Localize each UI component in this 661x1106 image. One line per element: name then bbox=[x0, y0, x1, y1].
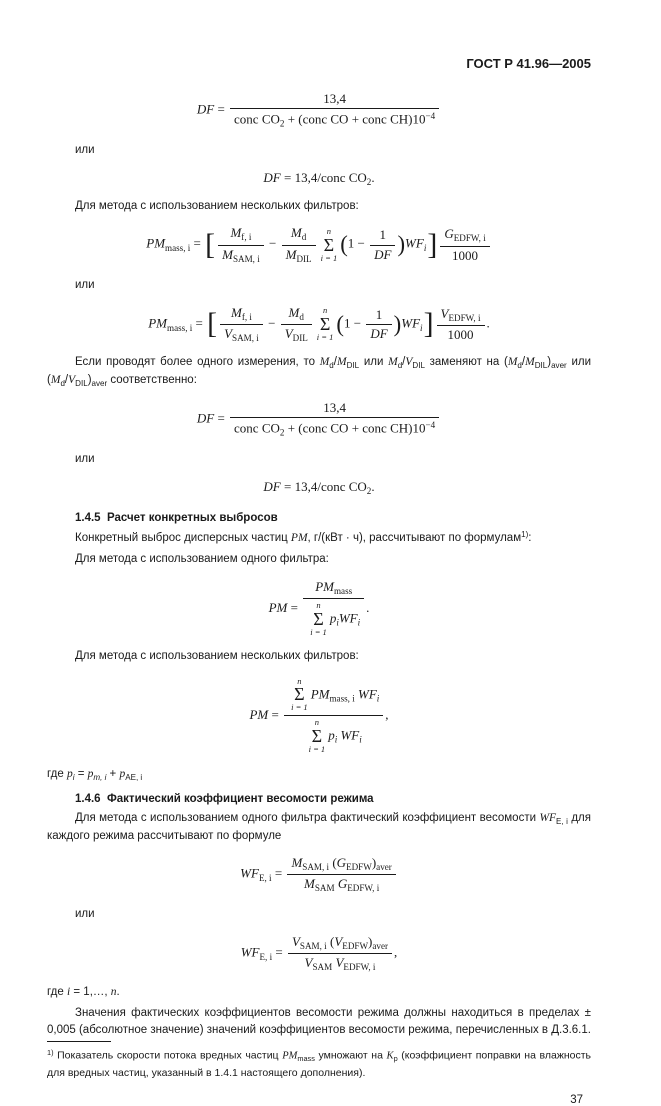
formula-df-long-repeat: DF = 13,4 conc $CO_2$ + (conc CO + conc $CH)10^{-4}$ bbox=[47, 401, 591, 438]
or-label: или bbox=[75, 908, 95, 921]
formula-pm-mass-gravimetric: $PM_{mass, i}$ = [ $M_{f, i}$ $M_{SAM, i}$ − $M_d$ $M_{DIL}$ n Σ i = 1 (1 − $\frac{1}{DF}$ )$WF_i$] $G_{EDFW, i}$ 1000 bbox=[47, 226, 591, 263]
heading-1-4-5: 1.4.5 Расчет конкретных выбросов bbox=[75, 512, 278, 525]
page-header: ГОСТ Р 41.96—2005 bbox=[466, 56, 591, 71]
formula-pm-mass-volumetric: $PM_{mass, i}$ = [ $M_{f, i}$ $V_{SAM, i}$ − $M_d$ $V_{DIL}$ n Σ i = 1 (1 − $\frac{1}{DF}$ )$WF_i$] $V_{EDFW, i}$ 1000 . bbox=[148, 304, 490, 344]
formula-pm-one-filter: PM = $PM_{mass}$ n Σ i = 1 $p_iWF_i$ . bbox=[268, 578, 370, 637]
or-label: или bbox=[75, 452, 95, 465]
formula-df-short: DF = 13,4/conc $CO_2$. bbox=[263, 170, 375, 188]
paragraph-where-i: где i = 1,…, n. bbox=[47, 985, 120, 998]
or-label: или bbox=[75, 278, 95, 291]
footnote-rule bbox=[47, 1041, 111, 1042]
paragraph-limits-note: Значения фактических коэффициентов весомости режима должны находиться в пределах ± 0,005 (абсолютное значение) значений коэффициентов весомости режима, перечисленных в Д.3.6.1. bbox=[47, 1006, 591, 1037]
footnote-text: $^{1)}$ Показатель скорости потока вредных частиц $PM_{mass}$ умножают на $K_p$ (коэффициент поправки на влажность для вредных частиц, указанный в 1.4.1 настоящего дополнения). bbox=[47, 1048, 592, 1080]
paragraph-specific-emission: Конкретный выброс дисперсных частиц PM, г/(кВт · ч), рассчитывают по формулам$^{1)}$: bbox=[75, 530, 532, 545]
method-several-filters-label: Для метода с использованием нескольких фильтров: bbox=[75, 650, 359, 663]
or-label: или bbox=[75, 144, 95, 157]
formula-wf-gravimetric: $WF_{E, i}$ = $M_{SAM, i}$ $(G_{EDFW})_{aver}$ $M_{SAM}$ $G_{EDFW, i}$ bbox=[47, 856, 591, 893]
formula-df-short-repeat: DF = 13,4/conc $CO_2$. bbox=[263, 478, 375, 497]
formula-pm-several-filters: PM = n Σ i = 1 $PM_{mass, i}$ $WF_i$ n Σ i = 1 $p_i$ $WF_i$ , bbox=[249, 675, 389, 755]
paragraph-where-p: где $p_i = p_{m, i} + p_{AE, i}$ bbox=[47, 767, 143, 782]
method-one-filter-label: Для метода с использованием одного фильтра: bbox=[75, 553, 329, 566]
formula-df-long: DF = 13,4 conc $CO_2$ + (conc CO + conc $CH)10^{-4}$ bbox=[47, 92, 591, 129]
paragraph-replace-note: Если проводят более одного измерения, то $M_d/M_{DIL}$ или $M_d/V_{DIL}$ заменяют на $(M_d/M_{DIL})_{aver}$ или $(M_d/V_{DIL})_{aver}$ соответственно: bbox=[47, 356, 591, 388]
heading-1-4-6: 1.4.6 Фактический коэффициент весомости режима bbox=[75, 792, 374, 805]
page-number: 37 bbox=[570, 1093, 583, 1106]
method-several-filters-label: Для метода с использованием нескольких фильтров: bbox=[75, 200, 359, 213]
paragraph-wf-intro: Для метода с использованием одного фильтра фактический коэффициент весомости $WF_{E, i}$ для каждого режима рассчитывают по формуле bbox=[47, 811, 591, 842]
formula-wf-volumetric: $WF_{E, i}$ = $V_{SAM, i}$ $(V_{EDFW})_{aver}$ $V_{SAM}$ $V_{EDFW, i}$ , bbox=[240, 934, 398, 973]
